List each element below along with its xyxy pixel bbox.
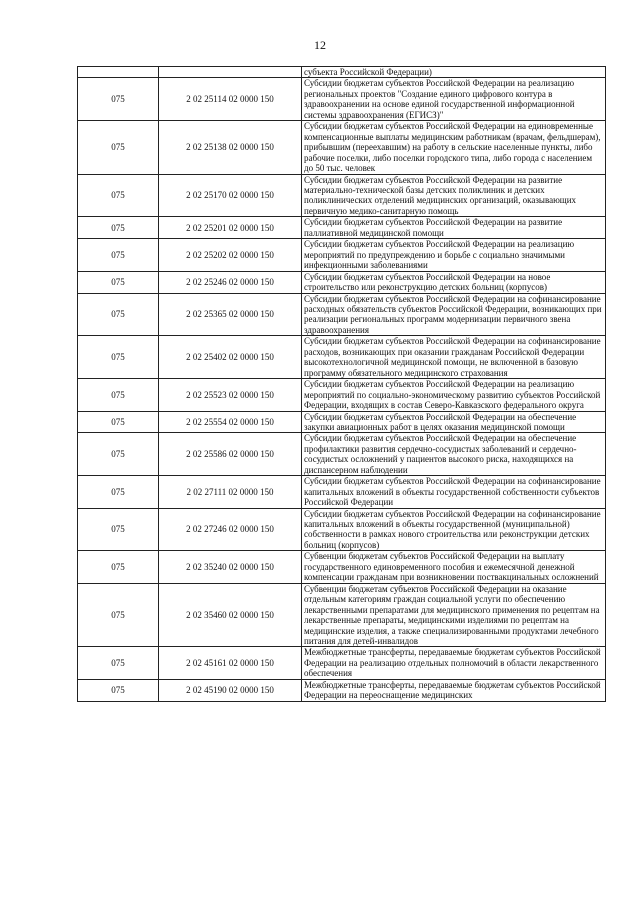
admin-code-cell: 075 [78, 679, 159, 701]
admin-code-cell: 075 [78, 271, 159, 293]
revenue-name-cell: Субвенции бюджетам субъектов Российской Федерации на оказание отдельным категориям граждан социальной услуги по обеспечению лекарственными препаратами для медицинского применения по рецептам на лекарственные препараты, медицинскими изделиями по рецептам на медицинские изделия, а также специализированными продуктами лечебного питания для детей-инвалидов [302, 583, 606, 647]
budget-code-cell: 2 02 25114 02 0000 150 [159, 78, 302, 121]
revenue-name-cell: Субсидии бюджетам субъектов Российской Федерации на реализацию мероприятий по социально-экономическому развитию субъектов Российской Федерации, входящих в состав Северо-Кавказского федерального округа [302, 379, 606, 411]
revenue-name-cell: Субсидии бюджетам субъектов Российской Федерации на реализацию мероприятий по предупреждению и борьбе с социально значимыми инфекционными заболеваниями [302, 239, 606, 271]
budget-code-cell [159, 67, 302, 78]
table-row [78, 508, 606, 551]
admin-code-cell: 075 [78, 647, 159, 679]
budget-code-cell: 2 02 27111 02 0000 150 [159, 476, 302, 508]
revenue-name-cell: Субсидии бюджетам субъектов Российской Федерации на развитие материально-технической базы детских поликлиник и детских поликлинических отделений медицинских организаций, оказывающих первичную медико-санитарную помощь [302, 174, 606, 217]
budget-code-cell: 2 02 25246 02 0000 150 [159, 271, 302, 293]
revenue-name-cell: Субсидии бюджетам субъектов Российской Федерации на новое строительство или реконструкцию детских больниц (корпусов) [302, 271, 606, 293]
revenue-name-cell: субъекта Российской Федерации) [302, 67, 606, 78]
admin-code-cell: 075 [78, 411, 159, 433]
table-row [78, 78, 606, 121]
table-row [78, 67, 606, 78]
admin-code-cell: 075 [78, 217, 159, 239]
budget-code-cell: 2 02 45190 02 0000 150 [159, 679, 302, 701]
admin-code-cell: 075 [78, 433, 159, 476]
admin-code-cell: 075 [78, 174, 159, 217]
table-row [78, 679, 606, 701]
budget-code-cell: 2 02 25170 02 0000 150 [159, 174, 302, 217]
budget-code-cell: 2 02 25586 02 0000 150 [159, 433, 302, 476]
admin-code-cell: 075 [78, 583, 159, 647]
page-number: 12 [314, 38, 326, 52]
budget-code-cell: 2 02 35240 02 0000 150 [159, 551, 302, 583]
table-row [78, 379, 606, 411]
admin-code-cell: 075 [78, 239, 159, 271]
admin-code-cell: 075 [78, 379, 159, 411]
admin-code-cell: 075 [78, 78, 159, 121]
revenue-name-cell: Субсидии бюджетам субъектов Российской Федерации на развитие паллиативной медицинской помощи [302, 217, 606, 239]
table-row [78, 239, 606, 271]
table-row [78, 217, 606, 239]
revenue-name-cell: Субсидии бюджетам субъектов Российской Федерации на обеспечение закупки авиационных работ в целях оказания медицинской помощи [302, 411, 606, 433]
table-row [78, 551, 606, 583]
admin-code-cell: 075 [78, 121, 159, 174]
revenue-name-cell: Субсидии бюджетам субъектов Российской Федерации на обеспечение профилактики развития сердечно-сосудистых заболеваний и сердечно-сосудистых осложнений у пациентов высокого риска, находящихся на диспансерном наблюдении [302, 433, 606, 476]
table-row [78, 121, 606, 174]
table-row [78, 647, 606, 679]
budget-code-cell: 2 02 25402 02 0000 150 [159, 336, 302, 379]
budget-code-cell: 2 02 25365 02 0000 150 [159, 293, 302, 336]
budget-code-cell: 2 02 35460 02 0000 150 [159, 583, 302, 647]
revenue-name-cell: Субсидии бюджетам субъектов Российской Федерации на единовременные компенсационные выплаты медицинским работникам (врачам, фельдшерам), прибывшим (переехавшим) на работу в сельские населенные пункты, либо рабочие поселки, либо поселки городского типа, либо города с населением до 50 тыс. человек [302, 121, 606, 174]
admin-code-cell: 075 [78, 476, 159, 508]
budget-code-cell: 2 02 25523 02 0000 150 [159, 379, 302, 411]
budget-code-cell: 2 02 27246 02 0000 150 [159, 508, 302, 551]
admin-code-cell: 075 [78, 508, 159, 551]
table-row [78, 411, 606, 433]
revenue-name-cell: Субсидии бюджетам субъектов Российской Федерации на реализацию региональных проектов "Создание единого цифрового контура в здравоохранении на основе единой государственной информационной системы здравоохранения (ЕГИСЗ)" [302, 78, 606, 121]
table-row [78, 174, 606, 217]
revenue-name-cell: Субсидии бюджетам субъектов Российской Федерации на софинансирование расходных обязательств субъектов Российской Федерации, возникающих при реализации региональных программ модернизации первичного звена здравоохранения [302, 293, 606, 336]
admin-code-cell: 075 [78, 336, 159, 379]
table-row [78, 293, 606, 336]
table-row [78, 271, 606, 293]
revenue-name-cell: Межбюджетные трансферты, передаваемые бюджетам субъектов Российской Федерации на реализацию отдельных полномочий в области лекарственного обеспечения [302, 647, 606, 679]
budget-code-cell: 2 02 25138 02 0000 150 [159, 121, 302, 174]
budget-code-cell: 2 02 25554 02 0000 150 [159, 411, 302, 433]
table-row [78, 433, 606, 476]
table-row [78, 583, 606, 647]
revenue-name-cell: Субвенции бюджетам субъектов Российской Федерации на выплату государственного единовременного пособия и ежемесячной денежной компенсации гражданам при возникновении поствакцинальных осложнений [302, 551, 606, 583]
budget-revenue-table [77, 66, 606, 702]
revenue-name-cell: Субсидии бюджетам субъектов Российской Федерации на софинансирование капитальных вложений в объекты государственной (муниципальной) собственности в рамках нового строительства или реконструкции детских больниц (корпусов) [302, 508, 606, 551]
admin-code-cell: 075 [78, 551, 159, 583]
revenue-name-cell: Субсидии бюджетам субъектов Российской Федерации на софинансирование расходов, возникающих при оказании гражданам Российской Федерации высокотехнологичной медицинской помощи, не включенной в базовую программу обязательного медицинского страхования [302, 336, 606, 379]
table-row [78, 336, 606, 379]
budget-code-cell: 2 02 25202 02 0000 150 [159, 239, 302, 271]
admin-code-cell [78, 67, 159, 78]
revenue-name-cell: Межбюджетные трансферты, передаваемые бюджетам субъектов Российской Федерации на переоснащение медицинских [302, 679, 606, 701]
budget-code-cell: 2 02 25201 02 0000 150 [159, 217, 302, 239]
admin-code-cell: 075 [78, 293, 159, 336]
revenue-name-cell: Субсидии бюджетам субъектов Российской Федерации на софинансирование капитальных вложений в объекты государственной собственности субъектов Российской Федерации [302, 476, 606, 508]
budget-code-cell: 2 02 45161 02 0000 150 [159, 647, 302, 679]
table-row [78, 476, 606, 508]
